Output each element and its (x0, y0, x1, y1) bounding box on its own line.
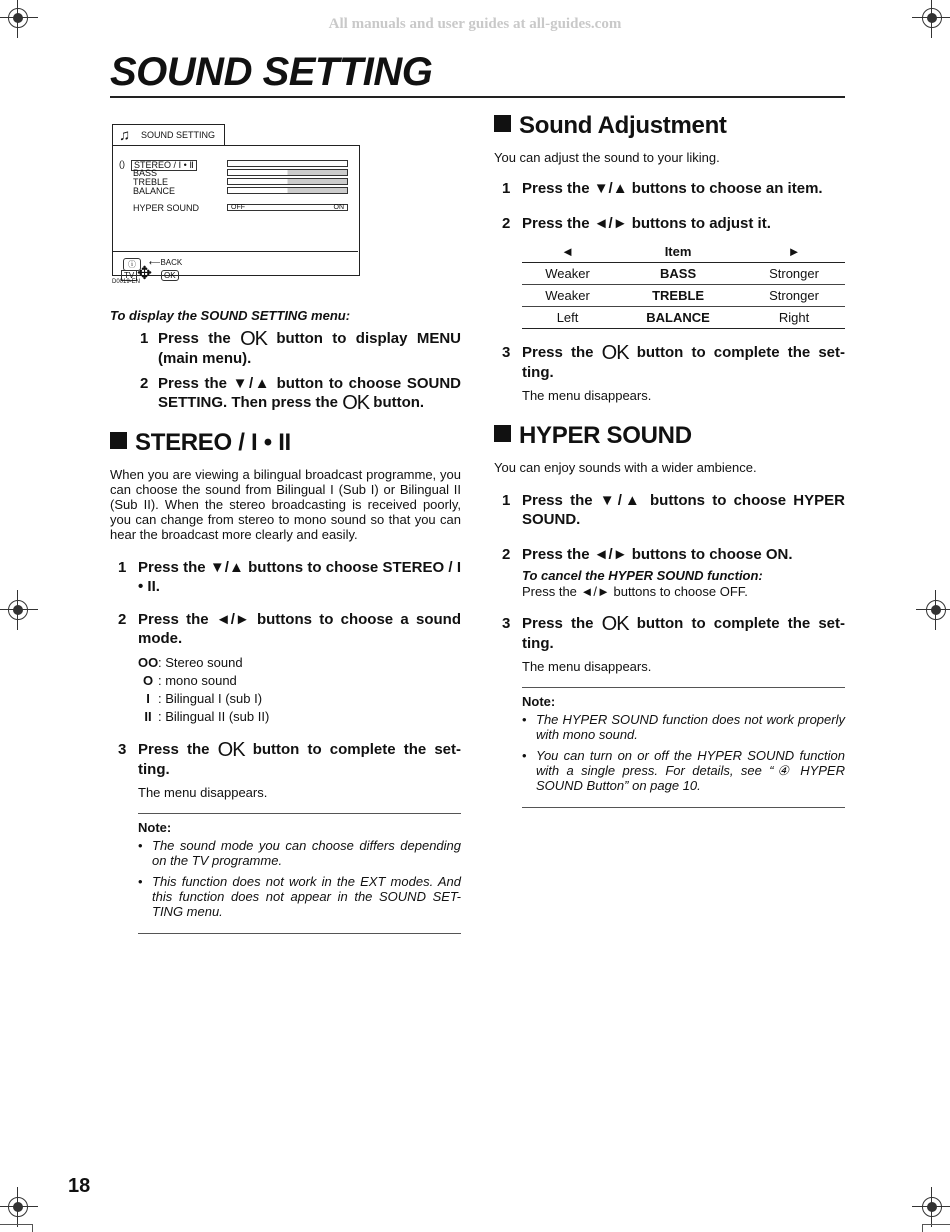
table-row: Left BALANCE Right (522, 307, 845, 329)
osd-hyper-label: HYPER SOUND (133, 203, 200, 213)
ok-button-icon: OK (342, 392, 370, 414)
hyper-step-3: 3 Press the OK button to complete the set-ting. (502, 613, 846, 652)
square-bullet-icon (110, 432, 127, 449)
crop-line (922, 1224, 950, 1225)
osd-bass-bar (227, 169, 348, 176)
osd-hyper-on: ON (333, 204, 344, 211)
stereo-step-2: 2 Press the ◄/► buttons to choose a sound mode. (118, 611, 461, 647)
ok-button-icon: OK (601, 613, 629, 635)
mono-sound-icon: O (142, 673, 154, 688)
display-menu-heading: To display the SOUND SETTING menu: (110, 308, 351, 323)
mode-bilingual-2: II : Bilingual II (sub II) (138, 708, 461, 726)
mode-mono: O : mono sound (138, 672, 461, 690)
ok-button-icon: OK (240, 328, 267, 350)
osd-balance-bar (227, 187, 348, 194)
crop-line (922, 1224, 923, 1232)
adjust-intro: You can adjust the sound to your liking. (494, 150, 720, 165)
registration-mark (4, 596, 32, 624)
stereo-intro: When you are viewing a bilingual broadcast programme, you can choose the sound from Bilingual I (Sub I) or Bilingual II (Sub II). When the stereo broadcasting is received poorly, you can change from stereo to mono sound so that you can hear the broadcast more clearly and easily. (110, 467, 461, 542)
watermark: All manuals and user guides at all-guides.com (328, 16, 622, 32)
registration-mark (4, 1193, 32, 1221)
table-header-item: Item (613, 241, 743, 263)
registration-mark (922, 596, 950, 624)
page-title: SOUND SETTING (110, 50, 433, 94)
hyper-step-2: 2 Press the ◄/► buttons to choose ON. (502, 546, 793, 563)
osd-tab-label: SOUND SETTING (141, 130, 216, 140)
hyper-cancel-heading: To cancel the HYPER SOUND function: (522, 568, 763, 583)
mode-stereo: OO : Stereo sound (138, 655, 243, 670)
music-note-icon: ♫ (119, 127, 131, 144)
osd-tab (112, 124, 225, 146)
osd-menu-illustration (110, 124, 362, 296)
hyper-cancel-text: Press the ◄/► buttons to choose OFF. (522, 584, 748, 599)
stereo-note (138, 813, 461, 934)
display-step-2 (130, 374, 461, 413)
hyper-heading: HYPER SOUND (494, 422, 845, 450)
osd-back-label: ⟵BACK (149, 258, 183, 267)
note-item: • This function does not work in the EXT modes. And this function does not appear in the SOUND SET-TING menu. (138, 874, 461, 919)
stereo-heading: STEREO / I • II (110, 429, 461, 457)
note-item: • You can turn on or off the HYPER SOUND function with a single press. For details, see “④ HYPER SOUND Button” on page 10. (522, 748, 845, 793)
table-row: Weaker BASS Stronger (522, 263, 845, 285)
adjust-step-2: 2 Press the ◄/► buttons to adjust it. (502, 215, 771, 232)
title-rule (110, 96, 845, 98)
osd-stereo-bar (227, 160, 348, 167)
note-item: • The sound mode you can choose differs depending on the TV programme. (138, 838, 461, 868)
bilingual-2-icon: II (144, 709, 152, 724)
step-text: Press the ▼/▲ button to choose SOUND SETTING. Then press the (158, 375, 461, 411)
registration-mark (4, 4, 32, 32)
osd-ok-label: OK (161, 270, 179, 281)
step-text: button to display MENU (main menu). (158, 330, 461, 367)
dpad-icon: ✥ (137, 263, 153, 283)
registration-mark (918, 1193, 946, 1221)
image-code: D0019-EN (112, 279, 141, 285)
osd-tv-label: TV (121, 270, 137, 281)
stereo-step-1: 1 Press the ▼/▲ buttons to choose STEREO / I • II. (118, 559, 461, 595)
osd-row-bass: BASS (133, 168, 158, 178)
bilingual-1-icon: I (146, 691, 150, 706)
table-header-right: ► (743, 241, 845, 263)
osd-treble-bar (227, 178, 348, 185)
adjust-table (522, 241, 845, 329)
osd-hyper-bar (227, 204, 348, 211)
note-title: Note: (522, 694, 556, 709)
step-number: 1 (140, 330, 149, 347)
hyper-intro: You can enjoy sounds with a wider ambience. (494, 460, 757, 475)
step-text: button. (373, 394, 425, 411)
osd-row-balance: BALANCE (133, 186, 176, 196)
crop-line (32, 1224, 33, 1232)
page-number: 18 (68, 1175, 91, 1197)
osd-separator (113, 251, 358, 252)
osd-hyper-off: OFF (231, 204, 245, 211)
mode-bilingual-1: I : Bilingual I (sub I) (138, 690, 461, 708)
right-column (494, 108, 845, 808)
table-header-left: ◄ (522, 241, 613, 263)
ok-button-icon: OK (217, 739, 245, 761)
note-item: • The HYPER SOUND function does not work properly with mono sound. (522, 712, 845, 742)
stereo-icon: () (119, 159, 125, 169)
square-bullet-icon (494, 115, 511, 132)
osd-row-treble: TREBLE (133, 177, 169, 187)
adjust-step-3: 3 Press the OK button to complete the set-ting. (502, 342, 846, 381)
table-row: Weaker TREBLE Stronger (522, 285, 845, 307)
step-number: 2 (140, 375, 149, 392)
step-text: Press the (158, 330, 231, 347)
info-button-icon: ⓘ (123, 258, 141, 271)
adjust-step-1: 1 Press the ▼/▲ buttons to choose an item. (502, 180, 823, 197)
adjust-heading: Sound Adjustment (494, 112, 845, 140)
stereo-step-3: 3 Press the OK button to complete the set-ting. (118, 739, 462, 778)
hyper-step-3-result: The menu disappears. (522, 659, 652, 674)
osd-row-stereo: STEREO / Ⅰ • Ⅱ (131, 160, 197, 171)
registration-mark (918, 4, 946, 32)
display-step-1 (130, 329, 461, 368)
note-title: Note: (138, 820, 172, 835)
sound-mode-list (110, 654, 461, 726)
stereo-step-3-result: The menu disappears. (138, 785, 268, 800)
hyper-step-1: 1 Press the ▼/▲ buttons to choose HYPER SOUND. (502, 492, 845, 528)
hyper-note (522, 687, 845, 808)
ok-button-icon: OK (601, 342, 629, 364)
stereo-sound-icon: OO (138, 655, 159, 670)
crop-line (0, 1224, 32, 1225)
adjust-step-3-result: The menu disappears. (522, 388, 652, 403)
square-bullet-icon (494, 425, 511, 442)
left-column (110, 108, 461, 934)
